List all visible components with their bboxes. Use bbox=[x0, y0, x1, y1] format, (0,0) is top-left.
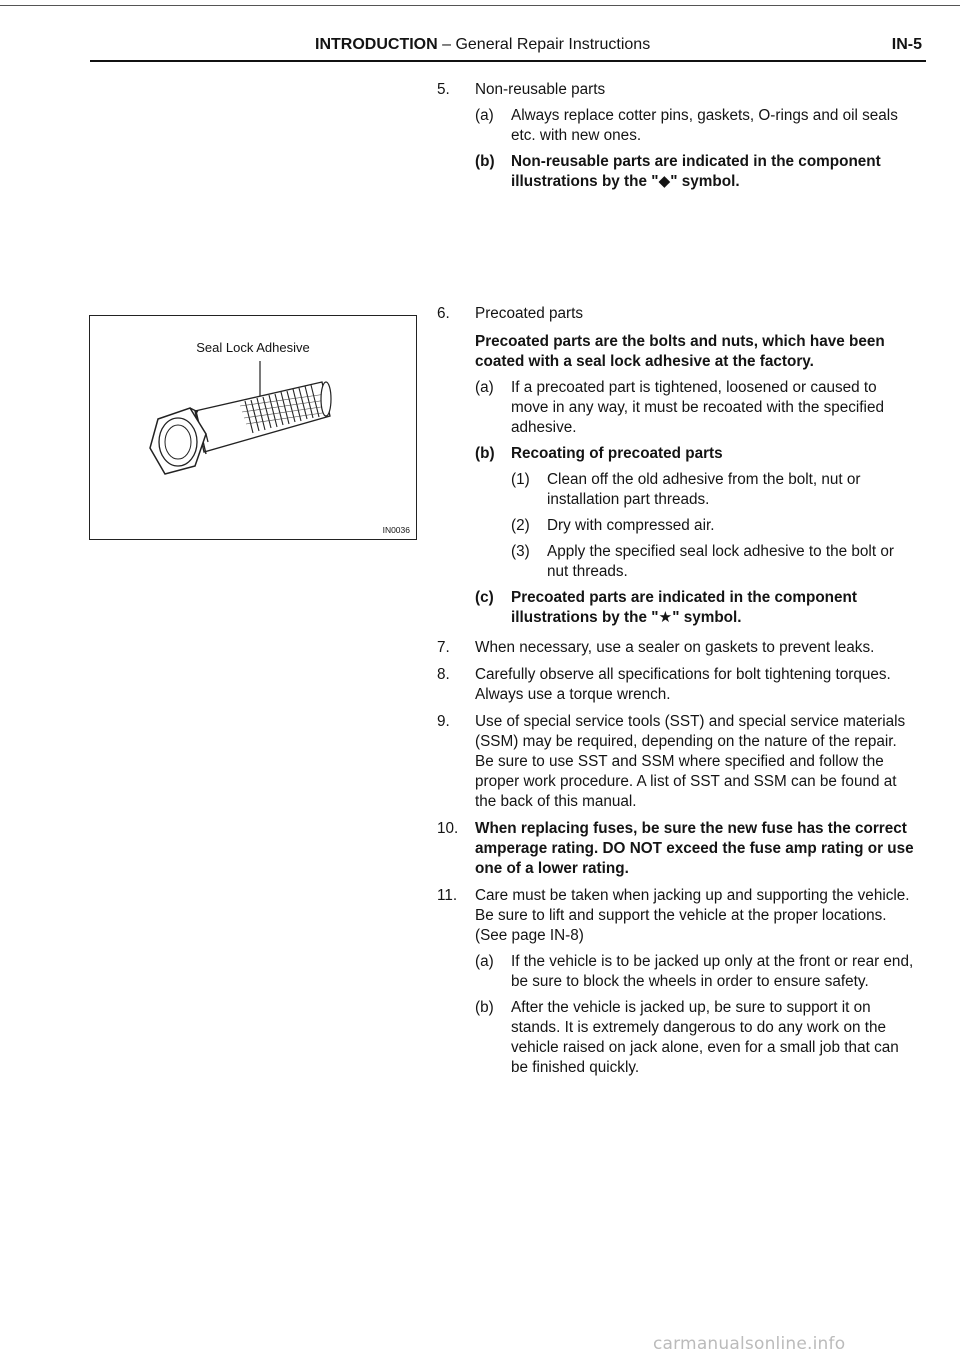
item-10 bbox=[437, 819, 917, 879]
item-number: 9. bbox=[437, 713, 450, 730]
step-label: (2) bbox=[511, 517, 530, 534]
sub-item bbox=[475, 588, 917, 628]
item-text: Carefully observe all specifications for bolt tightening torques. Always use a torque wrench. bbox=[475, 666, 891, 703]
sub-label: (a) bbox=[475, 953, 494, 970]
sub-text: Recoating of precoated parts bbox=[511, 445, 723, 462]
sub-text: If a precoated part is tightened, loosened or caused to move in any way, it must be recoated with the specified adhesive. bbox=[511, 379, 884, 436]
sub-label: (b) bbox=[475, 153, 495, 170]
item-text: When necessary, use a sealer on gaskets to prevent leaks. bbox=[475, 639, 875, 656]
sub-text: Non-reusable parts are indicated in the component illustrations by the "◆" symbol. bbox=[511, 153, 881, 190]
sub-text: Always replace cotter pins, gaskets, O-rings and oil seals etc. with new ones. bbox=[511, 107, 898, 144]
item-8 bbox=[437, 665, 917, 705]
watermark: carmanualsonline.info bbox=[653, 1334, 846, 1354]
sub-label: (b) bbox=[475, 999, 494, 1016]
item-number: 10. bbox=[437, 820, 459, 837]
step-label: (3) bbox=[511, 543, 530, 560]
top-border-line bbox=[0, 5, 960, 6]
header-title bbox=[315, 36, 650, 54]
sub-item bbox=[475, 106, 917, 146]
sub-item bbox=[475, 444, 917, 464]
sub-item bbox=[475, 998, 917, 1078]
page-number: IN-5 bbox=[891, 36, 922, 53]
sub-label: (a) bbox=[475, 379, 494, 396]
step-text: Apply the specified seal lock adhesive to the bolt or nut threads. bbox=[547, 543, 894, 580]
item-7 bbox=[437, 638, 917, 658]
item-9 bbox=[437, 712, 917, 812]
figure-code: IN0036 bbox=[382, 525, 410, 535]
item-number: 5. bbox=[437, 81, 450, 98]
seal-lock-figure bbox=[89, 315, 417, 540]
sub-text: After the vehicle is jacked up, be sure to support it on stands. It is extremely dangerous to do any work on the vehicle raised on jack alone, even for a small job that can be finished quickly. bbox=[511, 999, 899, 1076]
sub-text: Precoated parts are indicated in the component illustrations by the "★" symbol. bbox=[511, 589, 857, 626]
step-text: Dry with compressed air. bbox=[547, 517, 715, 534]
header-rule bbox=[90, 60, 926, 62]
item-number: 11. bbox=[437, 887, 458, 904]
step-text: Clean off the old adhesive from the bolt, nut or installation part threads. bbox=[547, 471, 861, 508]
item-text: Use of special service tools (SST) and special service materials (SSM) may be required, depending on the nature of the repair. Be sure to use SST and SSM where specified and follow the proper work procedure. A list of SST and SSM can be found at the back of this manual. bbox=[475, 713, 906, 810]
header-section: INTRODUCTION bbox=[315, 36, 438, 53]
item-title: Precoated parts bbox=[475, 305, 583, 322]
step-item bbox=[436, 470, 917, 510]
figure-label: Seal Lock Adhesive bbox=[196, 340, 310, 355]
item-text: Care must be taken when jacking up and supporting the vehicle. Be sure to lift and support the vehicle at the proper locations. (See page IN-8) bbox=[475, 887, 910, 944]
item-5 bbox=[437, 80, 917, 192]
sub-item bbox=[475, 378, 917, 438]
sub-item bbox=[475, 952, 917, 992]
item-description: Precoated parts are the bolts and nuts, which have been coated with a seal lock adhesive at the factory. bbox=[475, 333, 885, 370]
page-header bbox=[315, 36, 922, 54]
instructions-body bbox=[437, 80, 917, 1078]
item-number: 8. bbox=[437, 666, 450, 683]
item-6 bbox=[437, 304, 917, 628]
sub-text: If the vehicle is to be jacked up only at the front or rear end, be sure to block the wheels in order to ensure safety. bbox=[511, 953, 914, 990]
item-11 bbox=[437, 886, 917, 1078]
sub-label: (c) bbox=[475, 589, 494, 606]
step-item bbox=[436, 542, 917, 582]
sub-label: (b) bbox=[475, 445, 495, 462]
sub-label: (a) bbox=[475, 107, 494, 124]
step-item bbox=[436, 516, 917, 536]
item-number: 6. bbox=[437, 305, 450, 322]
item-text: When replacing fuses, be sure the new fuse has the correct amperage rating. DO NOT exceed the fuse amp rating or use one of a lower rating. bbox=[475, 820, 914, 877]
item-title: Non-reusable parts bbox=[475, 81, 606, 98]
step-label: (1) bbox=[511, 471, 530, 488]
item-number: 7. bbox=[437, 639, 450, 656]
sub-item bbox=[475, 152, 917, 192]
header-subtitle: – General Repair Instructions bbox=[437, 36, 651, 53]
